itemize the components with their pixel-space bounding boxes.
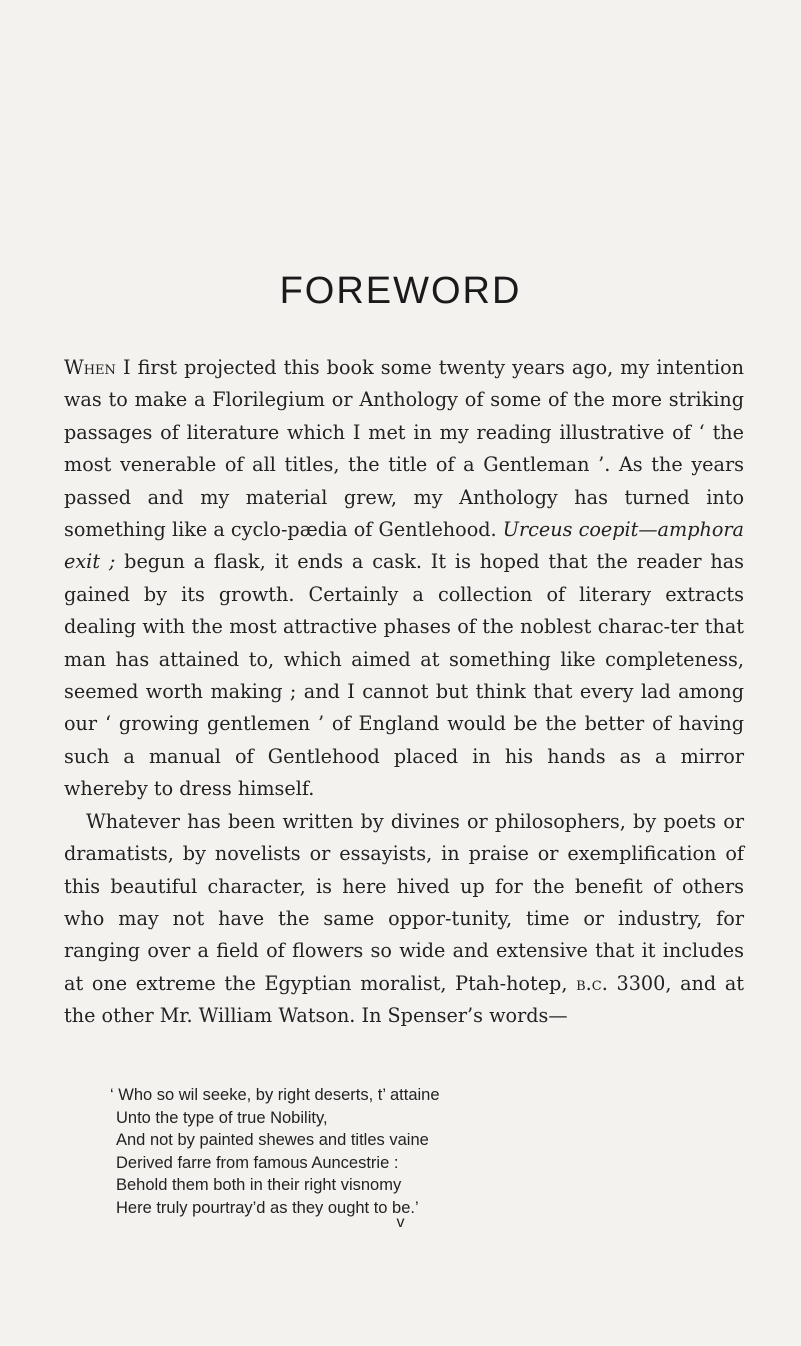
spenser-quotation <box>110 1084 716 1220</box>
paragraph-1-text-b: begun a flask, it ends a cask. It is hoped that the reader has gained by its growth. Certainly a collection of literary extracts dealing with the most attractive phases of the noblest charac-ter that man has attained to, which aimed at something like completeness, seemed worth making ; and I cannot but think that every lad among our ‘ growing gentlemen ’ of England would be the better of having such a manual of Gentlehood placed in his hands as a mirror whereby to dress himself. <box>64 550 744 801</box>
verse-line: Here truly pourtray’d as they ought to be.’ <box>116 1198 419 1217</box>
page-title: FOREWORD <box>279 270 522 312</box>
paragraph-1 <box>64 352 744 806</box>
paragraph-1-lead: When <box>64 356 116 379</box>
paragraph-2-text-a: Whatever has been written by divines or philosophers, by poets or dramatists, by novelists or essayists, in praise or exemplification of this beautiful character, is here hived up for the benefit of others who may not have the same oppor-tunity, time or industry, for ranging over a field of flowers so wide and extensive that it includes at one extreme the Egyptian moralist, Ptah-hotep, <box>64 809 744 995</box>
verse-line: ‘ Who so wil seeke, by right deserts, t’ attaine <box>110 1086 440 1104</box>
foreword-body <box>64 352 744 1033</box>
verse-line: And not by painted shewes and titles vaine <box>116 1131 429 1150</box>
era-abbreviation: b.c. <box>576 971 608 995</box>
paragraph-2 <box>64 806 744 1033</box>
latin-phrase: Urceus coepit—amphora exit ; <box>64 518 744 574</box>
verse-line: Unto the type of true Nobility, <box>116 1108 328 1127</box>
verse-line: Behold them both in their right visnomy <box>116 1176 402 1195</box>
paragraph-1-text-a: I first projected this book some twenty years ago, my intention was to make a Florilegium or Anthology of some of the more striking passages of literature which I met in my reading illustrative of ‘ the most venerable of all titles, the title of a Gentleman ’. As the years passed and my material grew, my Anthology has turned into something like a cyclo-pædia of Gentlehood. <box>64 356 744 542</box>
page-number: v <box>396 1214 405 1231</box>
verse-line: Derived farre from famous Auncestrie : <box>116 1153 399 1172</box>
paragraph-2-text-b: 3300, and at the other Mr. William Watson. In Spenser’s words— <box>64 971 744 1028</box>
